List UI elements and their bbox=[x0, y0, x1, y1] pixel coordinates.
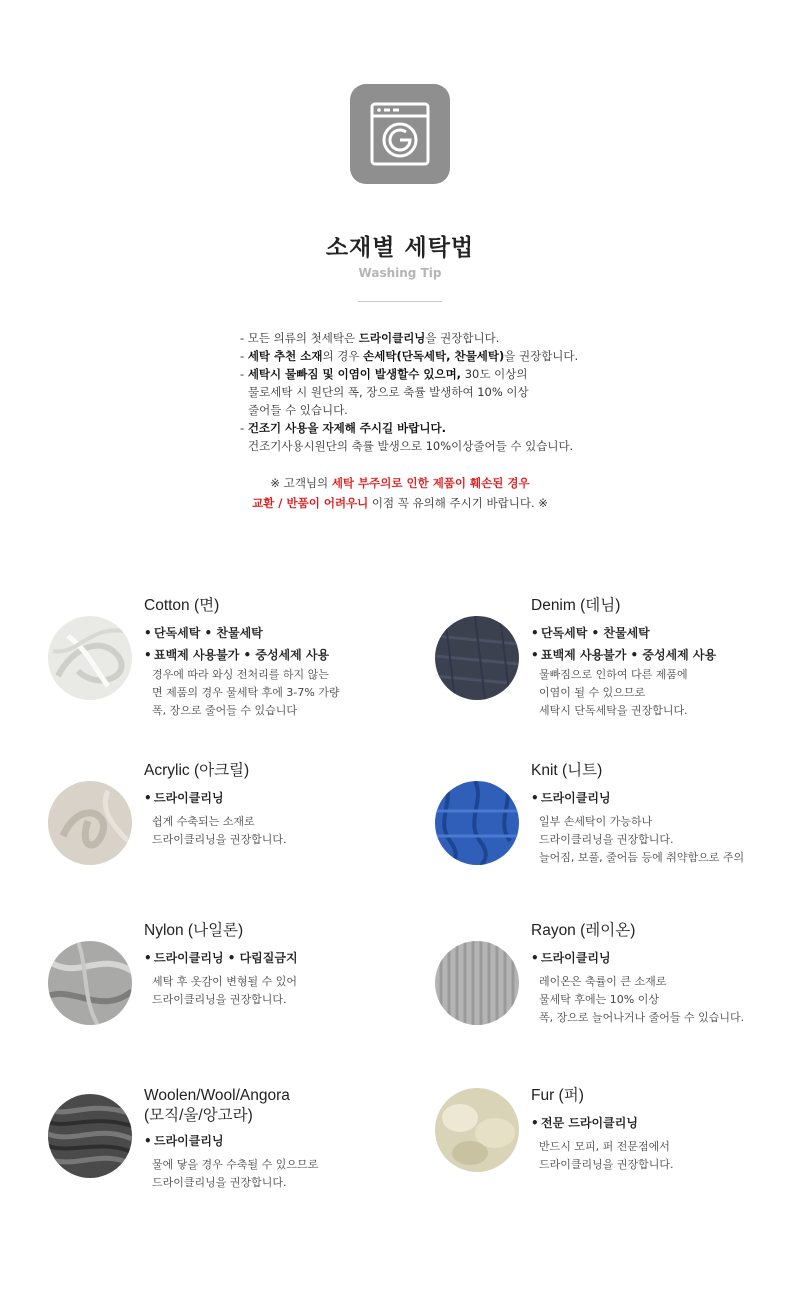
fabric-desc: 늘어짐, 보풀, 줄어듬 등에 취약함으로 주의 bbox=[539, 851, 745, 864]
fabric-desc: 레이온은 축률이 큰 소재로 bbox=[539, 975, 667, 988]
fabric-desc: 일부 손세탁이 가능하나 bbox=[539, 815, 653, 828]
page-title: 소재별 세탁법 bbox=[325, 235, 475, 261]
warning-highlight: 교환 / 반품이 어려우니 bbox=[252, 496, 369, 510]
fabric-desc: 물빠짐으로 인하여 다른 제품에 bbox=[539, 668, 688, 681]
acrylic-swatch bbox=[48, 781, 132, 865]
fabric-name: Nylon (나일론) bbox=[144, 922, 244, 939]
fabric-bullet: • 단독세탁 • 찬물세탁 bbox=[531, 626, 650, 640]
fabric-bullet: • 드라이클리닝 • 다림질금지 bbox=[144, 951, 298, 965]
warning-notice: ※ 고객님의 세탁 부주의로 인한 제품이 훼손된 경우 교환 / 반품이 어려우니 이점 꼭 유의해 주시기 바랍니다. ※ bbox=[252, 476, 548, 510]
fabric-desc: 드라이클리닝을 권장합니다. bbox=[152, 833, 287, 846]
knit-swatch bbox=[435, 781, 519, 865]
fabric-desc: 세탁 후 옷감이 변형될 수 있어 bbox=[152, 975, 297, 988]
fabric-desc: 세탁시 단독세탁을 권장합니다. bbox=[539, 704, 688, 717]
nylon-swatch bbox=[48, 941, 132, 1025]
fabric-desc: 물에 닿을 경우 수축될 수 있으므로 bbox=[152, 1158, 319, 1171]
washing-machine-icon bbox=[350, 84, 450, 184]
note-item: - 세탁시 물빠짐 및 이염이 발생할수 있으며, 30도 이상의 물로세탁 시 원단의 폭, 장으로 축률 발생하여 10% 이상 줄어들 수 있습니다. bbox=[240, 367, 529, 417]
fabric-desc: 드라이클리닝을 권장합니다. bbox=[152, 993, 287, 1006]
fabric-bullet: • 표백제 사용불가 • 중성세제 사용 bbox=[144, 648, 330, 662]
fabric-bullet: • 드라이클리닝 bbox=[531, 951, 611, 965]
warning-highlight: 세탁 부주의로 인한 제품이 훼손된 경우 bbox=[331, 476, 530, 490]
denim-swatch bbox=[435, 616, 519, 700]
fabric-desc: 드라이클리닝을 권장합니다. bbox=[539, 833, 674, 846]
fabric-bullet: • 드라이클리닝 bbox=[144, 791, 224, 805]
fabric-name: Rayon (레이온) bbox=[531, 922, 636, 939]
fabric-desc: 물세탁 후에는 10% 이상 bbox=[539, 993, 659, 1006]
rayon-swatch bbox=[435, 941, 519, 1025]
fabric-desc: 쉽게 수축되는 소재로 bbox=[152, 815, 255, 828]
fabric-name: Cotton (면) bbox=[144, 597, 220, 614]
fabric-desc: 경우에 따라 와싱 전처리를 하지 않는 bbox=[152, 668, 329, 681]
fabric-desc: 면 제품의 경우 물세탁 후에 3-7% 가량 bbox=[152, 686, 340, 699]
fabric-name: Fur (퍼) bbox=[531, 1087, 584, 1104]
fabric-desc: 폭, 장으로 줄어들 수 있습니다 bbox=[152, 704, 297, 717]
notes-list bbox=[240, 329, 640, 455]
fabric-bullet: • 표백제 사용불가 • 중성세제 사용 bbox=[531, 648, 717, 662]
fabric-name: Woolen/Wool/Angora (모직/울/앙고라) bbox=[144, 1087, 290, 1124]
note-item: - 건조기 사용을 자제해 주시길 바랍니다. 건조기사용시원단의 축률 발생으로 10%이상줄어들 수 있습니다. bbox=[240, 421, 574, 453]
fabric-desc: 반드시 모피, 퍼 전문점에서 bbox=[539, 1140, 670, 1153]
fabric-desc: 폭, 장으로 늘어나거나 줄어들 수 있습니다. bbox=[539, 1011, 745, 1024]
fabric-desc: 드라이클리닝을 권장합니다. bbox=[152, 1176, 287, 1189]
fabric-bullet: • 드라이클리닝 bbox=[144, 1134, 224, 1148]
fabric-name: Acrylic (아크릴) bbox=[144, 762, 250, 779]
fabric-desc: 드라이클리닝을 권장합니다. bbox=[539, 1158, 674, 1171]
fur-swatch bbox=[435, 1088, 519, 1172]
note-item: - 세탁 추천 소재의 경우 손세탁(단독세탁, 찬물세탁)을 권장합니다. bbox=[240, 349, 579, 363]
fabric-name: Knit (니트) bbox=[531, 762, 603, 779]
fabric-bullet: • 단독세탁 • 찬물세탁 bbox=[144, 626, 263, 640]
fabric-desc: 이염이 될 수 있으므로 bbox=[539, 686, 646, 699]
note-item: - 모든 의류의 첫세탁은 드라이클리닝을 권장합니다. bbox=[240, 331, 500, 345]
fabric-bullet: • 전문 드라이클리닝 bbox=[531, 1116, 638, 1130]
fabric-bullet: • 드라이클리닝 bbox=[531, 791, 611, 805]
cotton-swatch bbox=[48, 616, 132, 700]
fabric-name: Denim (데님) bbox=[531, 597, 621, 614]
title-divider bbox=[358, 301, 442, 302]
wool-swatch bbox=[48, 1094, 132, 1178]
page-subtitle: Washing Tip bbox=[358, 266, 442, 280]
